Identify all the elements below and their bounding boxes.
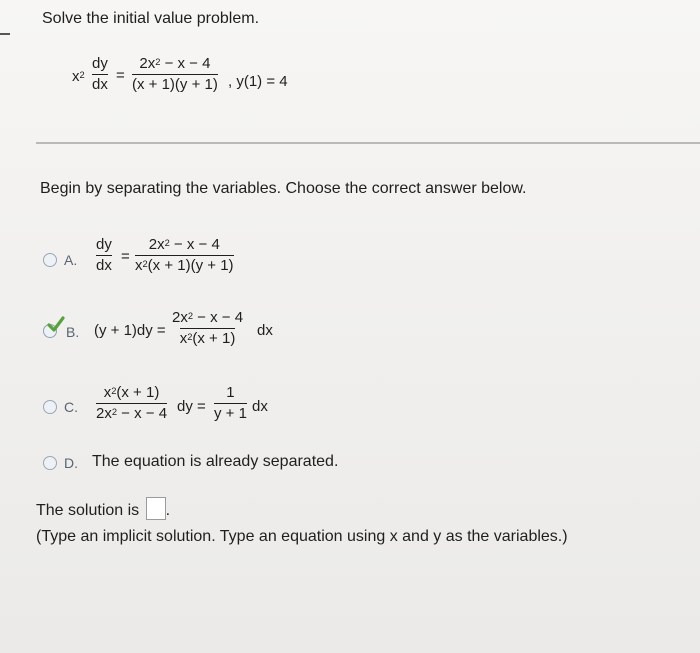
check-icon: [47, 316, 65, 332]
eq-rhs-denominator: (x + 1)(y + 1): [132, 76, 218, 93]
opt-b-lhs: (y + 1)dy =: [94, 322, 166, 339]
opt-b-dx: dx: [257, 322, 273, 339]
opt-b-fraction: [172, 310, 243, 346]
eq-dydx-fraction: [92, 56, 108, 92]
opt-b-denominator: $x^2(x + 1)$: [179, 330, 236, 347]
radio-a[interactable]: [43, 253, 57, 267]
answer-prefix: The solution is: [36, 502, 140, 519]
eq-rhs-numerator: $2x^2 - x - 4$: [139, 55, 211, 72]
opt-b-numerator: $2x^2 - x - 4$: [172, 309, 244, 326]
opt-a-denominator: $x^2(x + 1)(y + 1)$: [135, 257, 234, 274]
opt-d-text: The equation is already separated.: [92, 453, 339, 470]
eq-dy: dy: [92, 55, 108, 72]
option-a-letter: A.: [64, 252, 78, 268]
opt-c-dy-equals: dy =: [177, 398, 206, 415]
opt-a-dx: dx: [96, 257, 112, 274]
eq-equals: =: [116, 67, 125, 84]
opt-c-dx: dx: [252, 398, 268, 415]
eq-lhs-x: $x^2$: [72, 68, 85, 85]
radio-c[interactable]: [43, 400, 57, 414]
question-prompt: Solve the initial value problem.: [42, 10, 260, 27]
option-b-letter: B.: [66, 324, 80, 340]
divider: [36, 142, 700, 144]
answer-input[interactable]: [146, 497, 166, 520]
opt-c-den2: y + 1: [214, 405, 247, 422]
opt-c-right-fraction: [214, 385, 247, 421]
opt-c-numerator: $x^2(x + 1)$: [103, 384, 160, 401]
answer-hint: (Type an implicit solution. Type an equation using x and y as the variables.): [36, 528, 568, 545]
opt-a-equals: =: [121, 248, 130, 265]
opt-c-denominator: $2x^2 - x - 4$: [96, 405, 168, 422]
option-d-letter: D.: [64, 455, 78, 471]
opt-c-left-fraction: [96, 385, 167, 421]
radio-d[interactable]: [43, 456, 57, 470]
opt-a-dy: dy: [96, 236, 112, 253]
eq-dx: dx: [92, 76, 108, 93]
answer-period: .: [165, 502, 171, 519]
option-c-letter: C.: [64, 399, 78, 415]
eq-rhs-fraction: [132, 56, 218, 92]
part-instruction: Begin by separating the variables. Choose the correct answer below.: [40, 180, 527, 197]
opt-c-num2: 1: [226, 384, 235, 401]
answer-line: [36, 497, 170, 520]
eq-initial-condition: , y(1) = 4: [228, 73, 288, 90]
opt-a-dydx: [96, 237, 112, 273]
opt-a-numerator: $2x^2 - x - 4$: [148, 236, 220, 253]
opt-a-rhs: [135, 237, 234, 273]
margin-tick: [0, 33, 10, 35]
